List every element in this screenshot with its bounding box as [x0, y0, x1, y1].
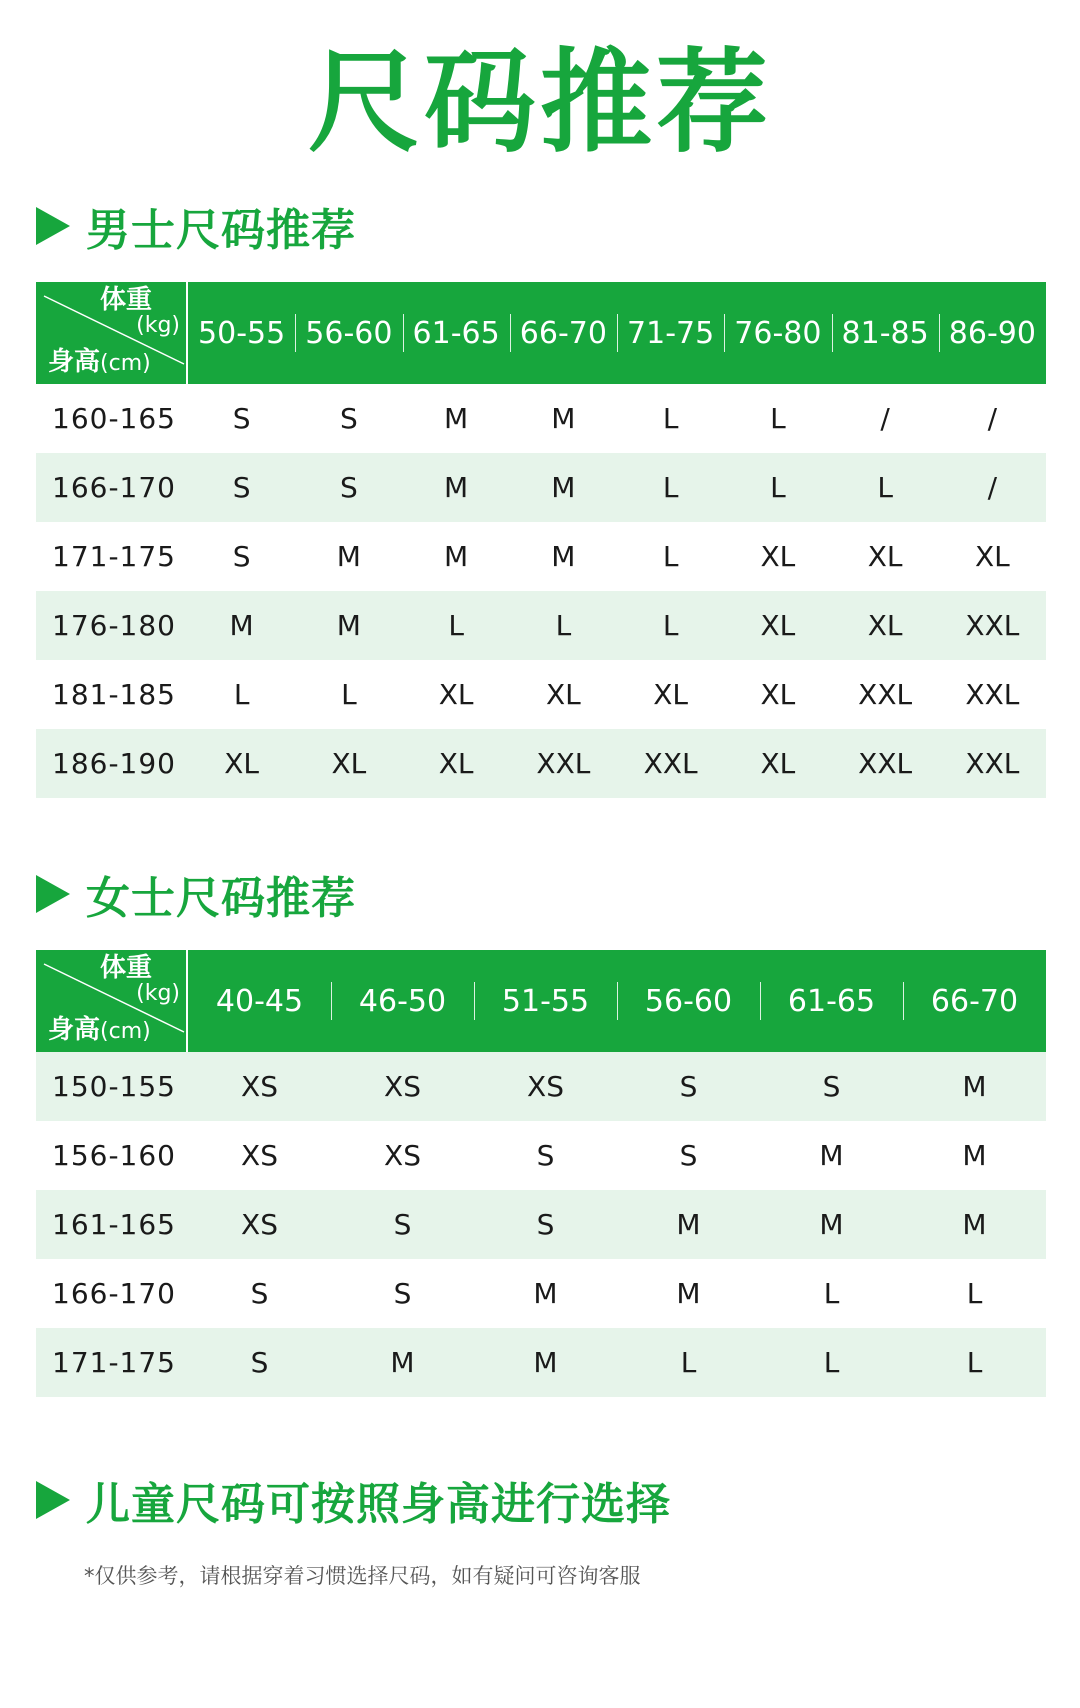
kids-section-title	[36, 1470, 671, 1530]
size-cell: XL	[867, 609, 903, 642]
table-row	[36, 1052, 1046, 1121]
weight-header-label: 66-70	[930, 983, 1019, 1019]
size-cell: L	[662, 471, 679, 504]
corner-height-text: 身高	[48, 1015, 101, 1045]
size-cell: XL	[224, 747, 260, 780]
size-cell: L	[770, 402, 786, 435]
size-cell: L	[555, 609, 572, 642]
size-cell: XXL	[858, 678, 913, 711]
size-cell: L	[680, 1346, 697, 1379]
women-size-table	[36, 950, 1046, 1397]
size-cell: M	[444, 540, 469, 573]
size-cell: XS	[241, 1070, 278, 1103]
size-cell: M	[676, 1277, 701, 1310]
size-cell: M	[551, 402, 576, 435]
size-cell: XL	[760, 609, 796, 642]
size-cell: XL	[974, 540, 1010, 573]
triangle-right-icon	[36, 875, 70, 913]
size-cell: S	[232, 402, 251, 435]
weight-header	[474, 950, 617, 1052]
column-separator	[510, 314, 511, 352]
table-row	[36, 729, 1046, 798]
table-row	[36, 522, 1046, 591]
size-cell: M	[336, 609, 361, 642]
size-cell: L	[662, 609, 679, 642]
size-cell: /	[880, 402, 890, 435]
weight-header-label: 46-50	[358, 983, 447, 1019]
size-cell: XS	[384, 1139, 421, 1172]
column-separator	[760, 982, 761, 1020]
height-range-cell: 171-175	[52, 1346, 176, 1379]
size-cell: XL	[760, 678, 796, 711]
weight-header	[295, 282, 402, 384]
size-cell: L	[662, 402, 679, 435]
weight-header	[403, 282, 510, 384]
page-title: 尺码推荐	[308, 38, 772, 168]
size-cell: L	[770, 471, 786, 504]
size-cell: XXL	[858, 747, 913, 780]
table-row	[36, 660, 1046, 729]
size-cell: L	[233, 678, 250, 711]
weight-header	[617, 282, 724, 384]
size-cell: M	[962, 1208, 987, 1241]
weight-header-label: 50-55	[198, 315, 286, 351]
kids-section-label: 儿童尺码可按照身高进行选择	[86, 1479, 671, 1530]
column-separator	[724, 314, 725, 352]
weight-header	[188, 282, 295, 384]
weight-header	[617, 950, 760, 1052]
corner-height-label	[48, 1014, 151, 1048]
column-separator	[617, 982, 618, 1020]
weight-header	[724, 282, 831, 384]
size-cell: M	[676, 1208, 701, 1241]
size-cell: S	[393, 1277, 412, 1310]
size-cell: M	[551, 471, 576, 504]
size-cell: XL	[653, 678, 689, 711]
men-section-title	[36, 196, 356, 256]
size-cell: S	[393, 1208, 412, 1241]
weight-header	[832, 282, 939, 384]
weight-header-label: 61-65	[787, 983, 876, 1019]
size-cell: M	[962, 1139, 987, 1172]
size-cell: L	[662, 540, 679, 573]
size-cell: M	[533, 1277, 558, 1310]
size-cell: S	[250, 1346, 269, 1379]
height-range-cell: 166-170	[52, 1277, 176, 1310]
size-cell: XXL	[965, 747, 1020, 780]
size-cell: L	[966, 1346, 983, 1379]
height-range-cell: 166-170	[52, 471, 176, 504]
size-cell: M	[962, 1070, 987, 1103]
corner-height-text: 身高	[48, 347, 101, 377]
men-table-header	[36, 282, 1046, 384]
size-cell: M	[444, 402, 469, 435]
triangle-right-icon	[36, 207, 70, 245]
men-table-rows	[36, 384, 1046, 798]
height-range-cell: 156-160	[52, 1139, 176, 1172]
size-cell: L	[448, 609, 464, 642]
column-separator	[403, 314, 404, 352]
corner-weight-unit: (kg)	[136, 313, 180, 338]
corner-weight-label: 体重	[100, 953, 153, 983]
size-cell: M	[551, 540, 576, 573]
table-row	[36, 1328, 1046, 1397]
size-cell: XS	[241, 1139, 278, 1172]
column-separator	[832, 314, 833, 352]
column-separator	[295, 314, 296, 352]
women-section-label: 女士尺码推荐	[86, 873, 356, 924]
women-table-rows	[36, 1052, 1046, 1397]
size-cell: L	[877, 471, 893, 504]
column-separator	[903, 982, 904, 1020]
size-cell: M	[336, 540, 361, 573]
column-separator	[939, 314, 940, 352]
table-row	[36, 1259, 1046, 1328]
size-cell: S	[536, 1208, 555, 1241]
men-size-table	[36, 282, 1046, 798]
weight-header-label: 76-80	[734, 315, 822, 351]
size-cell: XXL	[536, 747, 591, 780]
size-cell: M	[390, 1346, 415, 1379]
weight-header	[188, 950, 331, 1052]
size-cell: XXL	[643, 747, 698, 780]
size-cell: S	[250, 1277, 269, 1310]
height-range-cell: 161-165	[52, 1208, 176, 1241]
size-cell: /	[987, 402, 998, 435]
height-range-cell: 160-165	[52, 402, 176, 435]
size-cell: XL	[545, 678, 581, 711]
size-cell: XL	[438, 747, 474, 780]
weight-header-label: 61-65	[412, 315, 500, 351]
men-corner-cell	[36, 282, 188, 384]
weight-header-label: 86-90	[948, 315, 1036, 351]
triangle-right-icon	[36, 1481, 70, 1519]
size-cell: M	[533, 1346, 558, 1379]
table-row	[36, 384, 1046, 453]
women-table-header	[36, 950, 1046, 1052]
size-cell: XL	[331, 747, 367, 780]
size-cell: M	[229, 609, 254, 642]
weight-header-label: 56-60	[644, 983, 733, 1019]
weight-header-label: 71-75	[627, 315, 715, 351]
size-cell: M	[819, 1139, 844, 1172]
size-cell: XXL	[965, 678, 1020, 711]
size-cell: L	[966, 1277, 983, 1310]
men-section-label: 男士尺码推荐	[86, 205, 356, 256]
size-cell: XS	[241, 1208, 278, 1241]
weight-header-label: 40-45	[215, 983, 304, 1019]
size-cell: XS	[527, 1070, 564, 1103]
size-cell: M	[444, 471, 469, 504]
table-row	[36, 1121, 1046, 1190]
corner-weight-label: 体重	[100, 285, 153, 315]
size-cell: XL	[760, 747, 796, 780]
size-cell: S	[339, 471, 358, 504]
disclaimer-note: *仅供参考，请根据穿着习惯选择尺码，如有疑问可咨询客服	[84, 1564, 641, 1588]
weight-header-label: 51-55	[501, 983, 590, 1019]
weight-header-label: 81-85	[841, 315, 929, 351]
size-cell: S	[232, 471, 251, 504]
corner-height-unit: (cm)	[100, 1019, 151, 1044]
size-cell: L	[341, 678, 357, 711]
height-range-cell: 186-190	[52, 747, 176, 780]
height-range-cell: 171-175	[52, 540, 176, 573]
women-corner-cell	[36, 950, 188, 1052]
size-cell: XL	[867, 540, 903, 573]
height-range-cell: 176-180	[52, 609, 176, 642]
column-separator	[474, 982, 475, 1020]
size-cell: S	[536, 1139, 555, 1172]
weight-header	[331, 950, 474, 1052]
weight-header-label: 66-70	[519, 315, 607, 351]
weight-header	[939, 282, 1046, 384]
column-separator	[617, 314, 618, 352]
height-range-cell: 150-155	[52, 1070, 176, 1103]
size-cell: XL	[438, 678, 474, 711]
size-cell: S	[822, 1070, 841, 1103]
size-cell: XXL	[965, 609, 1020, 642]
size-cell: /	[987, 471, 998, 504]
weight-header	[760, 950, 903, 1052]
weight-header	[903, 950, 1046, 1052]
size-cell: L	[823, 1346, 840, 1379]
column-separator	[331, 982, 332, 1020]
table-row	[36, 1190, 1046, 1259]
corner-height-unit: (cm)	[100, 351, 151, 376]
size-cell: S	[339, 402, 358, 435]
table-row	[36, 591, 1046, 660]
size-cell: XL	[760, 540, 796, 573]
size-cell: S	[679, 1070, 698, 1103]
corner-weight-unit: (kg)	[136, 981, 180, 1006]
weight-header	[510, 282, 617, 384]
size-cell: XS	[384, 1070, 421, 1103]
weight-header-label: 56-60	[305, 315, 393, 351]
size-cell: S	[679, 1139, 698, 1172]
table-row	[36, 453, 1046, 522]
height-range-cell: 181-185	[52, 678, 176, 711]
corner-height-label	[48, 346, 151, 380]
size-cell: S	[232, 540, 251, 573]
size-cell: L	[823, 1277, 840, 1310]
women-section-title	[36, 864, 356, 924]
size-cell: M	[819, 1208, 844, 1241]
